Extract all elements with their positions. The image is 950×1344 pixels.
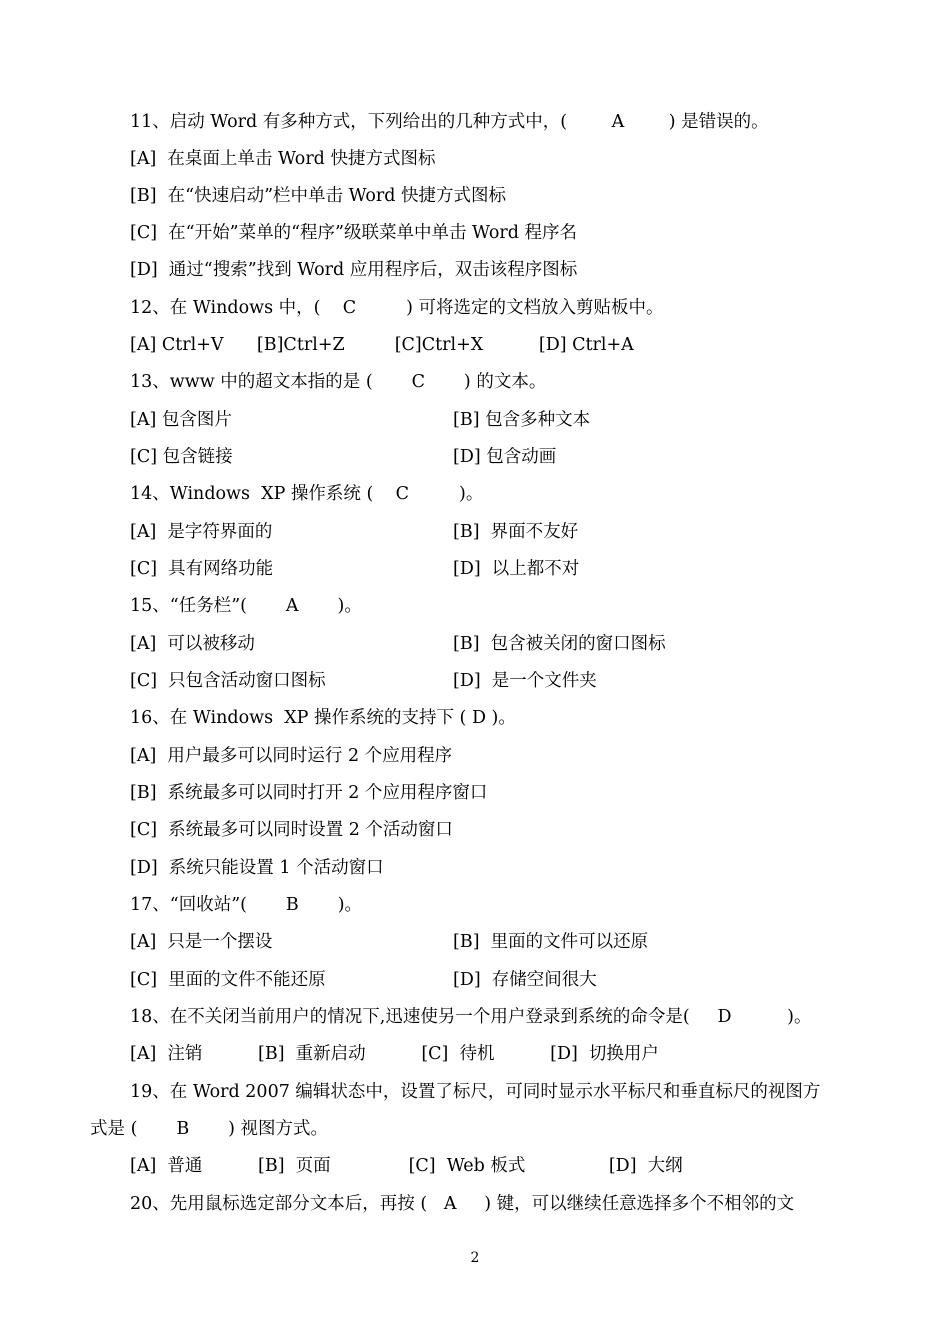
- option-16-b: [B] 系统最多可以同时打开 2 个应用程序窗口: [130, 783, 488, 803]
- question-15: 15、“任务栏”( A )。: [130, 596, 362, 616]
- options-12: [A] Ctrl+V [B]Ctrl+Z [C]Ctrl+X [D] Ctrl+A: [130, 335, 634, 355]
- option-11-c: [C] 在“开始”菜单的“程序”级联菜单中单击 Word 程序名: [130, 223, 577, 243]
- option-17-c: [C] 里面的文件不能还原: [130, 970, 326, 990]
- option-16-c: [C] 系统最多可以同时设置 2 个活动窗口: [130, 820, 453, 840]
- option-15-a: [A] 可以被移动: [130, 634, 255, 654]
- question-19: 19、在 Word 2007 编辑状态中，设置了标尺，可同时显示水平标尺和垂直标尺的视图方: [130, 1082, 821, 1102]
- options-19: [A] 普通 [B] 页面 [C] Web 板式 [D] 大纲: [130, 1156, 683, 1176]
- option-14-b: [B] 界面不友好: [453, 522, 579, 542]
- option-11-b: [B] 在“快速启动”栏中单击 Word 快捷方式图标: [130, 186, 507, 206]
- option-13-b: [B] 包含多种文本: [453, 410, 591, 430]
- question-20: 20、先用鼠标选定部分文本后，再按 ( A ) 键，可以继续任意选择多个不相邻的文: [130, 1194, 795, 1214]
- page-number: 2: [470, 1250, 480, 1266]
- option-17-d: [D] 存储空间很大: [453, 970, 597, 990]
- question-19-cont: 式是 ( B ) 视图方式。: [90, 1119, 329, 1139]
- question-18: 18、在不关闭当前用户的情况下,迅速使另一个用户登录到系统的命令是( D )。: [130, 1007, 812, 1027]
- question-14: 14、Windows XP 操作系统 ( C )。: [130, 484, 484, 504]
- option-14-a: [A] 是字符界面的: [130, 522, 273, 542]
- options-18: [A] 注销 [B] 重新启动 [C] 待机 [D] 切换用户: [130, 1044, 659, 1064]
- option-16-a: [A] 用户最多可以同时运行 2 个应用程序: [130, 746, 453, 766]
- option-13-c: [C] 包含链接: [130, 447, 233, 467]
- option-16-d: [D] 系统只能设置 1 个活动窗口: [130, 858, 384, 878]
- option-14-d: [D] 以上都不对: [453, 559, 580, 579]
- question-16: 16、在 Windows XP 操作系统的支持下 ( D )。: [130, 708, 516, 728]
- option-15-d: [D] 是一个文件夹: [453, 671, 597, 691]
- option-11-a: [A] 在桌面上单击 Word 快捷方式图标: [130, 149, 436, 169]
- option-11-d: [D] 通过“搜索”找到 Word 应用程序后，双击该程序图标: [130, 260, 578, 280]
- question-17: 17、“回收站”( B )。: [130, 895, 363, 915]
- question-11: 11、启动 Word 有多种方式，下列给出的几种方式中，( A ) 是错误的。: [130, 112, 769, 132]
- option-17-b: [B] 里面的文件可以还原: [453, 932, 649, 952]
- question-13: 13、www 中的超文本指的是 ( C ) 的文本。: [130, 372, 547, 392]
- option-15-c: [C] 只包含活动窗口图标: [130, 671, 326, 691]
- question-12: 12、在 Windows 中，( C ) 可将选定的文档放入剪贴板中。: [130, 298, 664, 318]
- option-14-c: [C] 具有网络功能: [130, 559, 274, 579]
- option-17-a: [A] 只是一个摆设: [130, 932, 273, 952]
- option-15-b: [B] 包含被关闭的窗口图标: [453, 634, 666, 654]
- option-13-a: [A] 包含图片: [130, 410, 232, 430]
- option-13-d: [D] 包含动画: [453, 447, 557, 467]
